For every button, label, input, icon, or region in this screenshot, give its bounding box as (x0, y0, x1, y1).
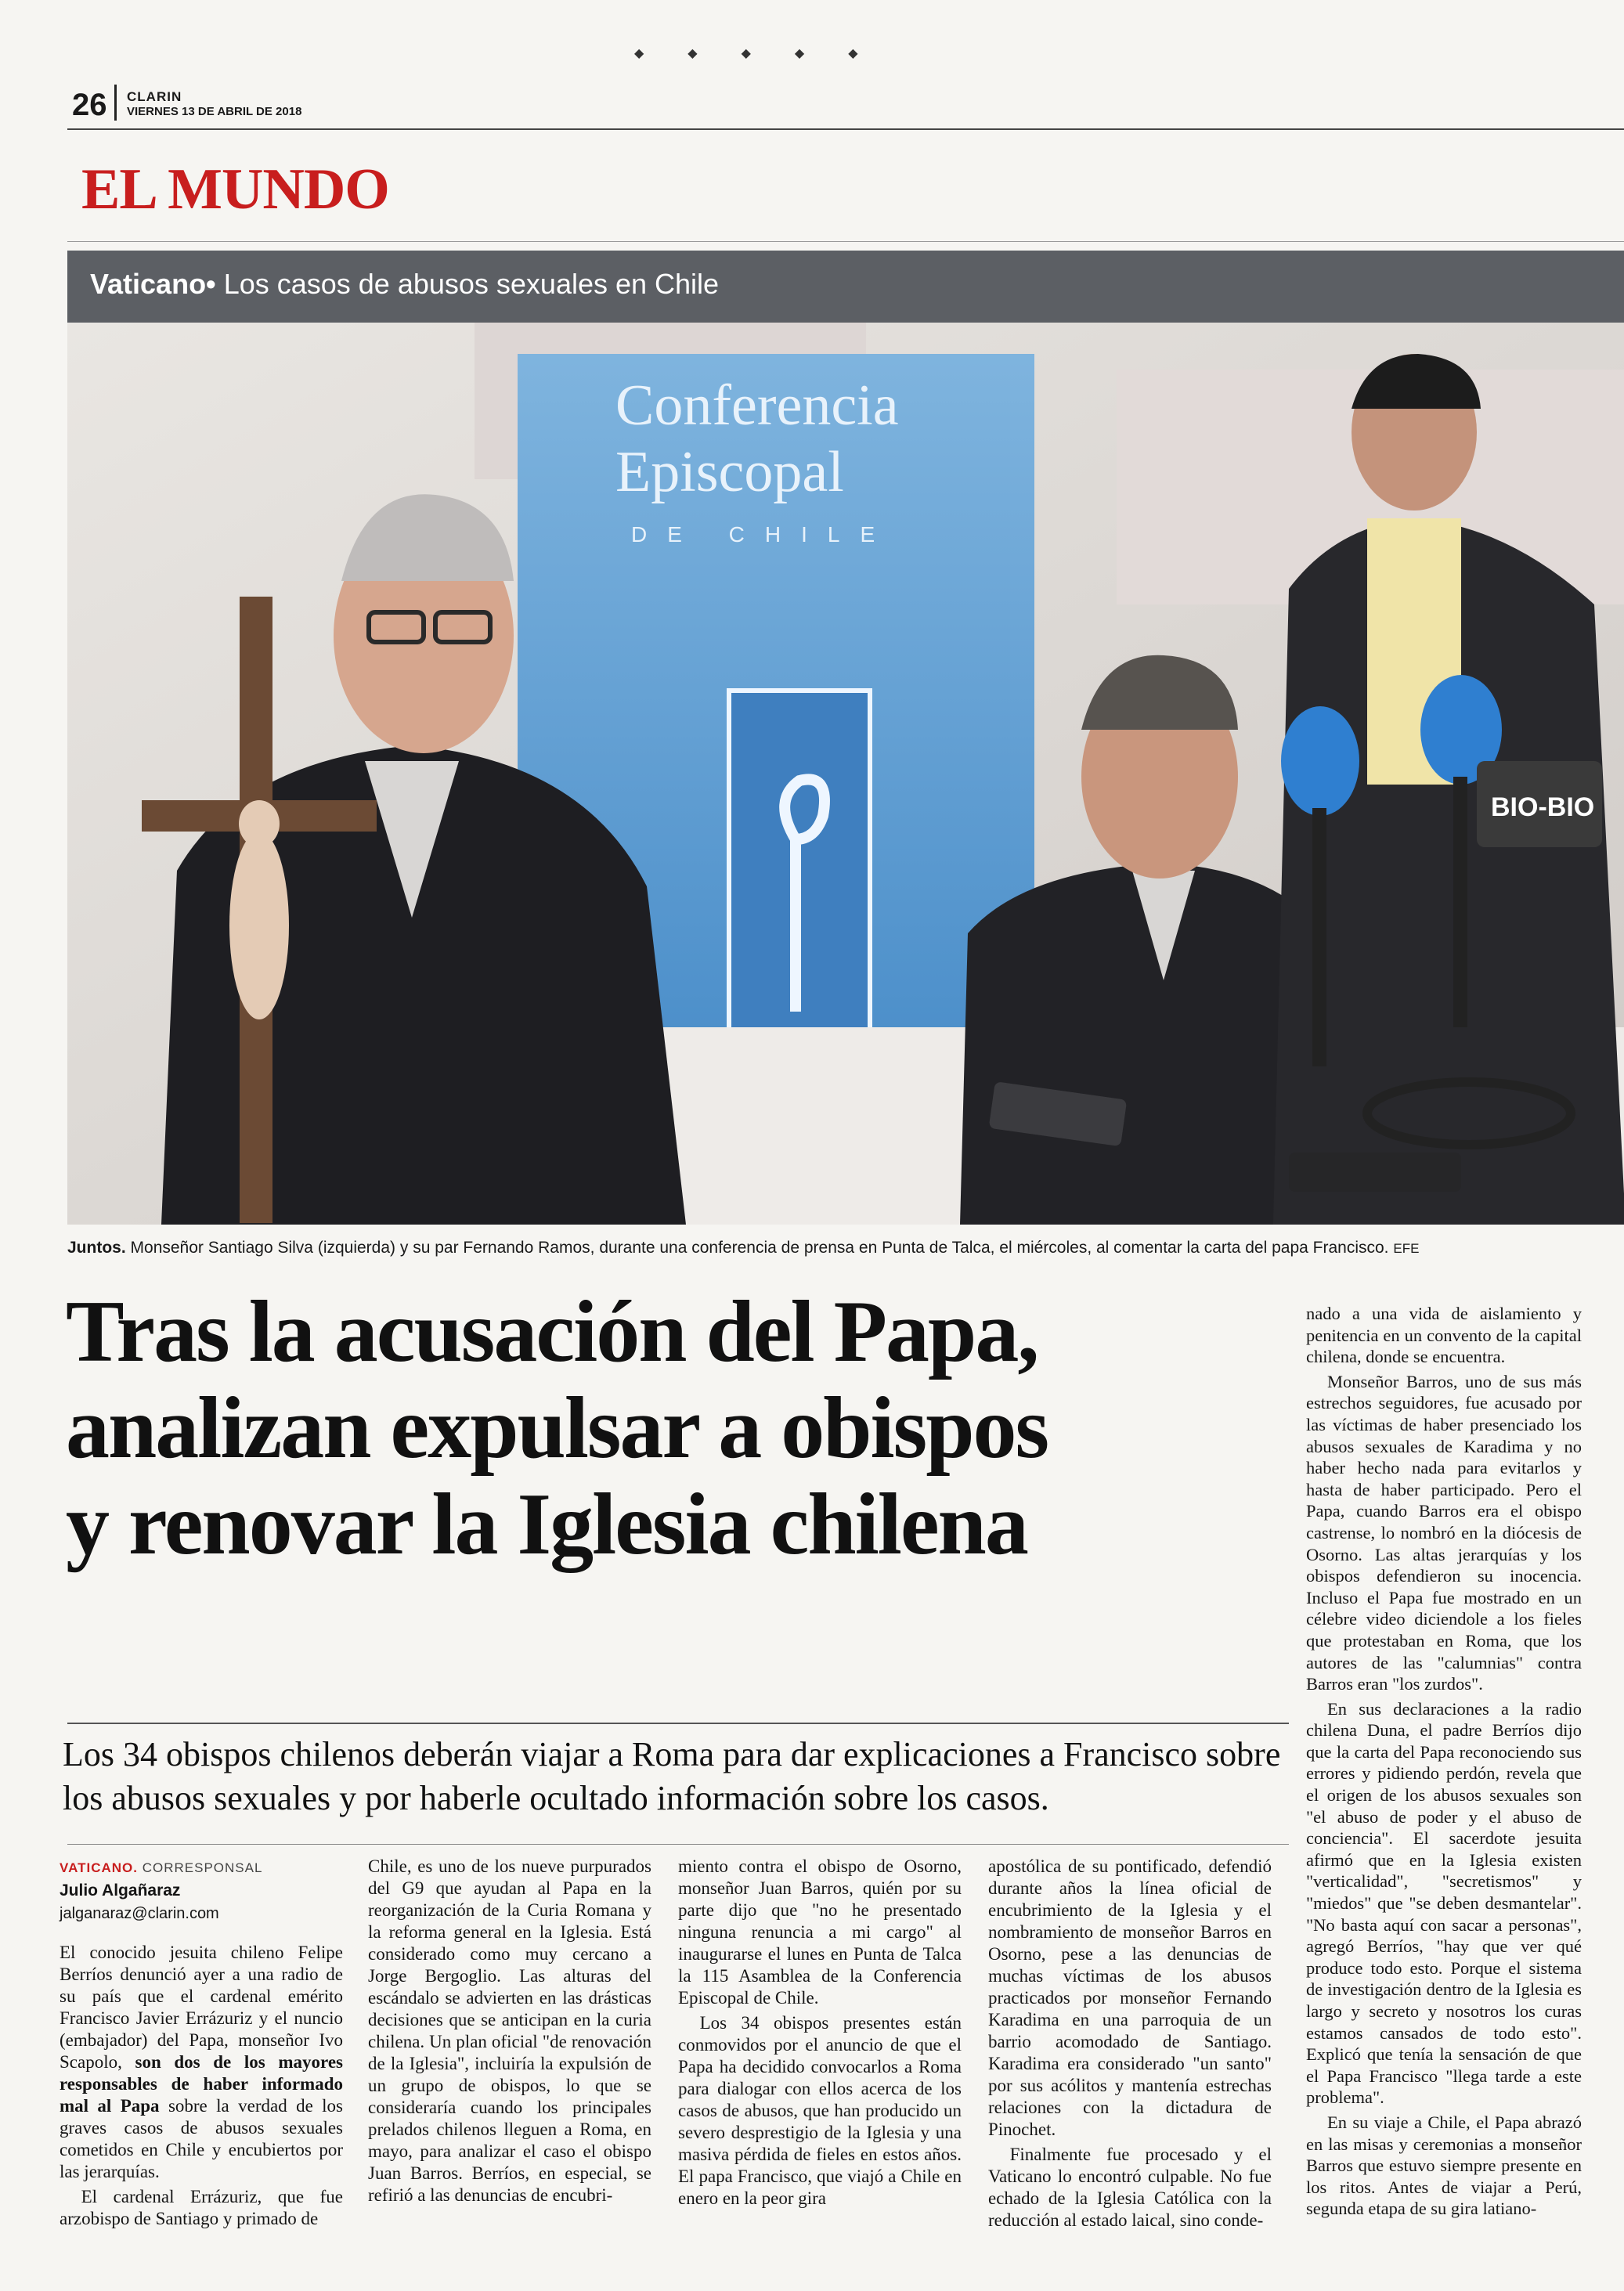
paragraph: Monseñor Barros, uno de sus más estrechos seguidores, fue acusado por las víctimas de haber presenciado los abusos sexuales de Karadima y no haber hecho nada para evitarlos y hasta de haber participado. Pero el Papa, cuando Barros era el obispo castrense, lo nombró en la diócesis de Osorno. Las altas jerarquías y los obispos defendieron su inocencia. Incluso el Papa fue mostrado en un célebre video diciendole a los fieles que protestaban en Roma, que los autores de las "calumnias" contra Barros eran "los zurdos". (1306, 1371, 1582, 1694)
paragraph: En su viaje a Chile, el Papa abrazó en las misas y ceremonias a monseñor Barros que estuvo siempre presente en los ritos. Antes de viajar a Perú, segunda etapa de su gira latiano- (1306, 2112, 1582, 2219)
paragraph-emphasis: son dos de los mayores responsables de haber informado mal al Papa (60, 2052, 343, 2116)
article-column-4 (988, 1856, 1272, 2235)
kicker-title: Los casos de abusos sexuales en Chile (223, 268, 720, 300)
section-rule (67, 241, 1624, 242)
kicker (90, 268, 719, 301)
byline-author: Julio Algañaraz (60, 1882, 181, 1900)
caption-lead: Juntos. (67, 1239, 126, 1257)
registration-marks: ◆◆◆◆◆ (634, 47, 902, 60)
paragraph: nado a una vida de aislamiento y penitencia en un convento de la capital chilena, donde se encuentra. (1306, 1304, 1582, 1367)
paragraph: El cardenal Errázuriz, que fue arzobispo de Santiago y primado de (60, 2187, 343, 2228)
header-divider (114, 85, 117, 121)
banner-line-3: DE CHILE (631, 522, 896, 547)
byline-role: CORRESPONSAL (142, 1860, 263, 1875)
paragraph: Chile, es uno de los nueve purpurados del G9 que ayudan al Papa en la reorganización de la Curia Romana y la reforma general en la Iglesia. Está considerado como muy cercano a Jorge Bergoglio. Las alturas del escándalo se advierten en las drásticas decisiones que se anticipan en la curia chilena. Un plan oficial "de renovación de la Iglesia", incluiría la expulsión de un grupo de obispos, lo que se consideraría cuando los principales prelados chilenos lleguen a Roma, en mayo, para analizar el caso el obispo Juan Barros. Berríos, en especial, se refirió a las denuncias de encubri- (368, 1856, 651, 2205)
banner-line-2: Episcopal (615, 440, 844, 504)
paragraph-text: sobre la verdad de los graves casos de abusos sexuales cometidos en Chile y encubiertos por las jerarquías. (60, 2096, 344, 2181)
section-title: EL MUNDO (81, 157, 389, 222)
paragraph: apostólica de su pontificado, defendió durante años la línea oficial de encubrimiento de la Iglesia y el nombramiento de monseñor Barros en Osorno, pese a las denuncias de muchas víctimas de los abusos practicados por monseñor Fernando Karadima en una parroquia de un barrio acomodado de Santiago. Karadima era considerado "un santo" por sus acólitos y mantenía estrechas relaciones con la dictadura de Pinochet. (988, 1856, 1272, 2139)
publication-date: VIERNES 13 DE ABRIL DE 2018 (127, 105, 302, 118)
article-column-5 (1306, 1303, 1582, 2223)
news-photo (67, 323, 1624, 1225)
paragraph: En sus declaraciones a la radio chilena Duna, el padre Berríos dijo que la carta del Papa reconociendo sus errores y pidiendo perdón, revela que el origen de los abusos sexuales son "el abuso de poder y el abuso de conciencia". El sacerdote jesuita afirmó que en la Iglesia existen "verticalidad", "secretismos" y "miedos" que "se deben desmantelar". "No basta aquí con sacar a personas", agregó Berríos, "hay que ver qué produce todo esto. Porque el sistema de investigación dentro de la Iglesia es largo y secreto y nosotros los curas estamos cansados de todo esto". Explicó que tenía la sensación de que el Papa Francisco "llega tarde a este problema". (1306, 1698, 1582, 2108)
publication-name: CLARIN (127, 89, 182, 104)
photo-caption (67, 1237, 1624, 1260)
paragraph: Finalmente fue procesado y el Vaticano lo encontró culpable. No fue echado de la Iglesia Católica con la reducción al estado laical, sino conde- (988, 2145, 1272, 2230)
header-rule (67, 128, 1624, 130)
paragraph: miento contra el obispo de Osorno, monseñor Juan Barros, quién por su parte dijo que "no he presentado ninguna renuncia a mi cargo" al inaugurarse el lunes en Punta de Talca la 115 Asamblea de la Conferencia Episcopal de Chile. (678, 1856, 962, 2008)
photo-illustration (67, 323, 1624, 1225)
subheadline: Los 34 obispos chilenos deberán viajar a Roma para dar explicaciones a Francisco sobre los abusos sexuales y por haberle ocultado información sobre los casos. (63, 1735, 1281, 1817)
photo-credit: EFE (1393, 1241, 1420, 1256)
kicker-topic: Vaticano• (90, 268, 216, 300)
headline-line-1: Tras la acusación del Papa, (66, 1283, 1038, 1380)
page-number: 26 (72, 88, 107, 122)
paragraph-text: El conocido jesuita chileno Felipe Berríos denunció ayer a una radio de su país que el cardenal emérito Francisco Javier Errázuriz y el nuncio (embajador) del Papa, monseñor Ivo Scapolo, (60, 1943, 343, 2072)
banner-line-1: Conferencia (615, 373, 899, 438)
byline-email: jalganaraz@clarin.com (60, 1905, 219, 1922)
caption-text: Monseñor Santiago Silva (izquierda) y su par Fernando Ramos, durante una conferencia de prensa en Punta de Talca, el miércoles, al comentar la carta del papa Francisco. (130, 1239, 1389, 1257)
article-column-3 (678, 1856, 962, 2213)
headline-line-2: analizan expulsar a obispos (66, 1380, 1048, 1477)
mic-label: BIO-BIO (1491, 792, 1595, 822)
article-column-1 (60, 1856, 343, 2233)
paragraph (60, 1942, 343, 2183)
subhead-top-rule (67, 1723, 1289, 1724)
headline-line-3: y renovar la Iglesia chilena (66, 1476, 1027, 1573)
subhead-bottom-rule (67, 1844, 1289, 1845)
byline-location: VATICANO. (60, 1860, 138, 1875)
headline (66, 1284, 1287, 1573)
article-column-2 (368, 1856, 651, 2210)
paragraph: Los 34 obispos presentes están conmovidos por el anuncio de que el Papa ha decidido convocarlos a Roma para dialogar con ellos acerca de los casos de abusos, que han producido un severo desprestigio de la Iglesia y una masiva pérdida de fieles en estos años. El papa Francisco, que viajó a Chile en enero en la peor gira (678, 2013, 962, 2208)
